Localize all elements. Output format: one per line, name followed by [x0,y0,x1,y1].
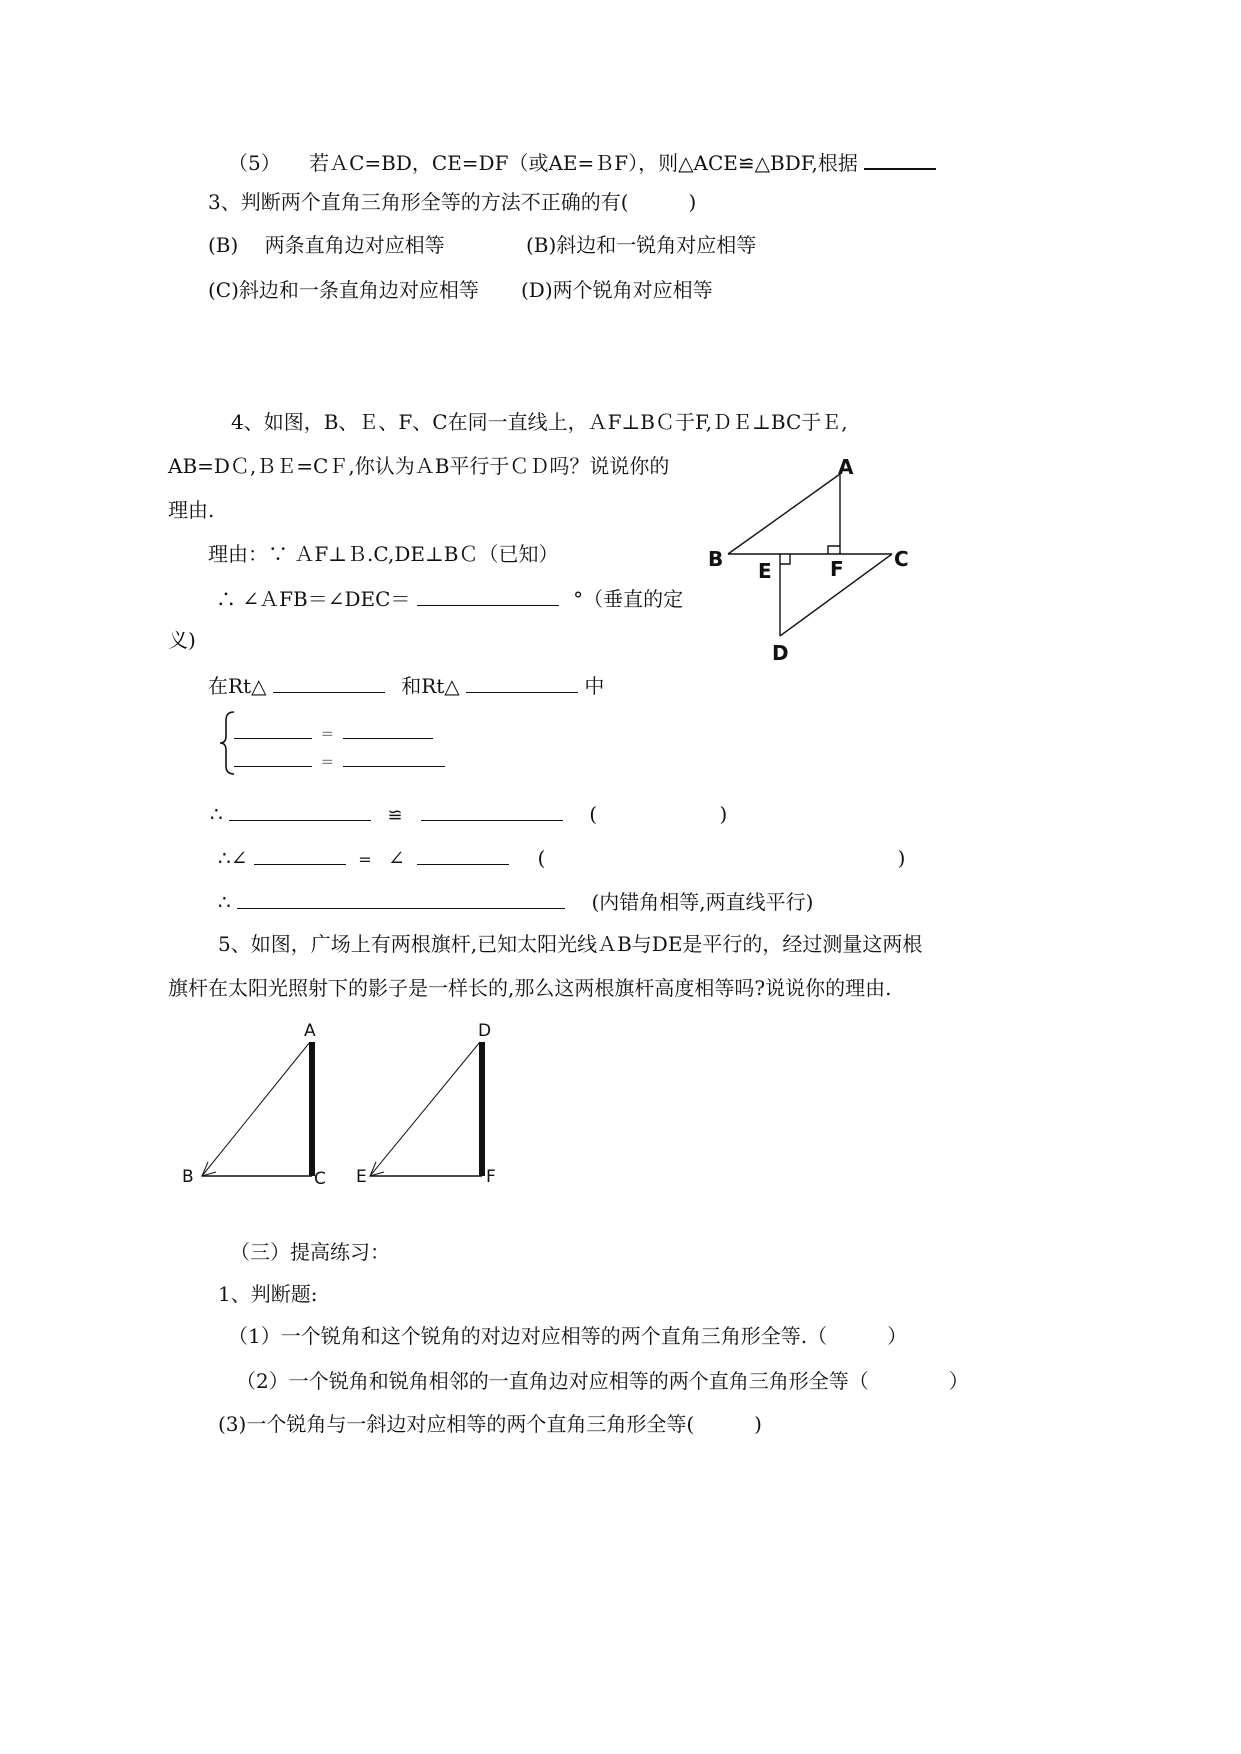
q4-cong-line [210,798,727,830]
judge-item-1: （1）一个锐角和这个锐角的对边对应相等的两个直角三角形全等.（ ） [228,1324,908,1348]
rt-triangle-blank-1[interactable] [273,670,385,693]
q4-stem-line2: AB=DＣ,ＢＥ=CＦ,你认为ＡB平行于ＣＤ吗？说说你的 [168,454,670,478]
brace-row2-right-blank[interactable] [343,744,445,767]
q5-stem-line1: 5、如图，广场上有两根旗杆,已知太阳光线ＡB与DE是平行的，经过测量这两根 [218,932,923,956]
q4-geometry-figure [700,450,920,670]
q3-stem: 3、判断两个直角三角形全等的方法不正确的有( ) [208,190,697,214]
judge-item-2: （2）一个锐角和锐角相邻的一直角边对应相等的两个直角三角形全等（ ） [236,1369,969,1393]
q4-angle-eq-line [218,842,905,874]
q3-option-c: (C)斜边和一条直角边对应相等 [208,278,479,302]
equals-mark: ＝ [320,755,335,771]
brace-row2-left-blank[interactable] [234,744,312,767]
cong-paren-left: ( [589,802,598,826]
fig4-label-a: A [838,455,854,479]
fig5-label-a: A [304,1021,316,1041]
q4-rt-suffix: 中 [584,674,605,698]
fig4-label-b: B [708,547,724,571]
q-prev5-text: 若ＡC=BD，CE=DF（或AE=ＢF），则△ACE≌△BDF,根据 [309,151,858,175]
fig4-label-c: C [894,547,909,571]
q4-final-line [218,886,813,916]
q-prev5-num: （5） [228,151,281,175]
q4-rt-mid: 和Rt△ [401,674,460,698]
brace-row1-right-blank[interactable] [343,716,433,739]
therefore-symbol: ∴ [210,802,223,826]
final-conclusion-blank[interactable] [237,886,565,909]
fig5-label-f: F [486,1167,496,1187]
sunray-ab [202,1042,310,1176]
brace-row-2 [234,744,445,777]
q3-option-b2: (B)斜边和一锐角对应相等 [526,233,757,257]
q4-angle-suffix: °（垂直的定 [573,587,684,611]
cong-left-blank[interactable] [229,798,371,821]
fig4-label-f: F [830,557,844,581]
right-angle-e-icon [780,554,790,564]
q5-flagpole-figure [170,1012,550,1212]
q4-angle-line [216,583,683,613]
q5-stem-line2: 旗杆在太阳光照射下的影子是一样长的,那么这两根旗杆高度相等吗?说说你的理由. [168,976,892,1000]
fig4-label-d: D [772,641,789,665]
rt-triangle-blank-2[interactable] [466,670,578,693]
judge-item-3: (3)一个锐角与一斜边对应相等的两个直角三角形全等( ) [218,1412,762,1436]
answer-blank[interactable] [864,146,936,170]
q4-rt-prefix: 在Rt△ [208,674,267,698]
fig5-label-c: C [314,1169,326,1189]
q4-angle-suffix2: 义) [168,628,196,652]
angle-paren-right: ) [897,846,906,870]
fig5-label-d: D [478,1021,492,1041]
fig5-label-b: B [182,1167,194,1187]
sunray-de [370,1042,480,1176]
q4-ang-prefix: ∴∠ [218,846,248,870]
brace-row1-left-blank[interactable] [234,716,312,739]
congruent-symbol: ≌ [387,805,403,826]
fig5-label-e: E [356,1167,367,1187]
section3-title: （三）提高练习： [230,1240,390,1264]
fig4-label-e: E [758,559,772,583]
equals-mark: ＝ [320,727,335,743]
angle-left-blank[interactable] [254,842,346,865]
q-prev5-line [228,146,936,177]
q3-option-b1: (B) 两条直角边对应相等 [208,233,445,257]
cong-paren-right: ) [719,802,728,826]
right-angle-f-icon [828,546,840,554]
q4-stem-line1: 4、如图，B、Ｅ、F、C在同一直线上，ＡF⊥BＣ于F,ＤＥ⊥BC于Ｅ, [231,410,848,434]
q4-rt-line [208,670,604,700]
equals-sign: = [358,850,372,869]
angle-right-blank[interactable] [417,842,509,865]
section3-q1: 1、判断题: [218,1282,318,1306]
q4-angle-prefix: ∴ ∠ＡFB＝∠DEC＝ [216,587,411,611]
q3-option-d: (D)两个锐角对应相等 [521,278,713,302]
q4-stem-line3: 理由. [168,498,215,522]
q4-reason-label: 理由：∵ ＡF⊥Ｂ.C,DE⊥BＣ（已知） [208,542,559,566]
angle-paren-left: ( [537,846,546,870]
angle-symbol: ∠ [387,846,405,870]
cong-right-blank[interactable] [421,798,563,821]
segment-ab [728,474,840,554]
therefore-symbol: ∴ [218,890,231,914]
final-reason: (内错角相等,两直线平行) [591,890,814,914]
angle-degree-blank[interactable] [417,583,559,606]
